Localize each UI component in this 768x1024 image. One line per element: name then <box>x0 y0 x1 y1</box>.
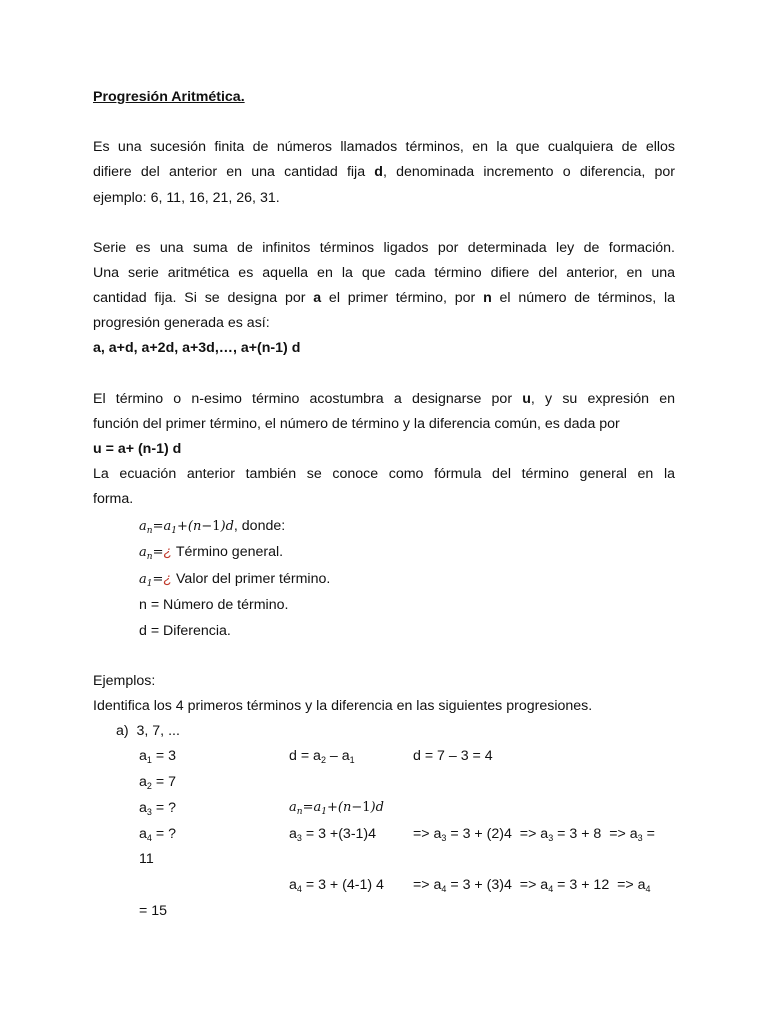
text: = 3 +(3-1)4 <box>305 826 377 842</box>
a3-calc: $a_3 = 3 +(3-1)4$ <box>289 826 377 843</box>
text: = <box>642 826 655 842</box>
p2-line3 <box>93 289 675 307</box>
text: Valor del primer término. <box>172 571 331 587</box>
math-an: $a_n=$ <box>139 545 164 562</box>
def-n: n = Número de término. <box>139 597 289 613</box>
text: = 3 + 12 <box>553 877 610 893</box>
d-result: d = 7 – 3 = 4 <box>413 748 493 764</box>
text: = 3 <box>155 748 176 764</box>
a3-result-wrap: 11 <box>139 851 154 867</box>
p2-line1: Serie es una suma de infinitos términos ligados por determinada ley de formación. <box>93 240 675 256</box>
example-row-4 <box>139 825 675 843</box>
a3-unknown: $a_3$ = ? <box>139 800 176 817</box>
text: , y su expresión en <box>530 391 675 407</box>
text: difiere del anterior en una cantidad fija <box>93 164 375 180</box>
a4-unknown: $a_4$ = ? <box>139 826 176 843</box>
a4-steps: => $a_4 = 3 + (3)4 => a_4 = 3 + 12 => a_4$ <box>413 877 651 894</box>
text: => a <box>519 826 549 842</box>
text: d = a <box>289 748 321 764</box>
p2-line2: Una serie aritmética es aquella en la que cada término difiere del anterior, en una <box>93 265 675 281</box>
text: = 3 + (2)4 <box>446 826 512 842</box>
text: cantidad fija. Si se designa por <box>93 290 314 306</box>
text: Término general. <box>172 544 284 560</box>
text: – a <box>325 748 350 764</box>
a4-calc: $a_4 = 3 + (4-1)$ 4 <box>289 877 384 894</box>
p2-line4: progresión generada es así: <box>93 315 270 331</box>
p3-line4: forma. <box>93 491 134 507</box>
text: => a <box>617 877 646 893</box>
p1-line1: Es una sucesión finita de números llamados términos, en la que cualquiera de ellos <box>93 139 675 155</box>
text: => a <box>519 877 549 893</box>
example-a <box>116 722 180 740</box>
a3-steps: => $a_3 = 3 + (2)4 => a_3 = 3 + 8 => a_3$ = <box>413 826 655 843</box>
text: = ? <box>155 800 176 816</box>
text: => a <box>609 826 638 842</box>
def-a1 <box>139 570 330 589</box>
examples-instruction: Identifica los 4 primeros términos y la diferencia en las siguientes progresiones. <box>93 698 593 714</box>
text: el primer término, por <box>321 290 484 306</box>
a4-result-wrap: = 15 <box>139 903 168 919</box>
example-row-1 <box>139 747 675 765</box>
bold-text: d <box>374 164 383 180</box>
p3-line2: función del primer término, el número de término y la diferencia común, es dada por <box>93 416 620 432</box>
general-term-formula: $a_n=a_1+(n-1)d$ <box>139 519 234 536</box>
text: = 7 <box>155 774 176 790</box>
text: = 3 + (4-1) 4 <box>305 877 384 893</box>
text: = 3 + (3)4 <box>446 877 512 893</box>
math-a1: $a_1=$ <box>139 572 164 589</box>
p3-line1 <box>93 390 675 408</box>
def-d: d = Diferencia. <box>139 623 231 639</box>
text: => a <box>413 877 442 893</box>
text: = ? <box>155 826 176 842</box>
a1-value: $a_1 = 3$ <box>139 748 176 765</box>
def-an <box>139 543 283 562</box>
text: el número de términos, la <box>491 290 675 306</box>
a2-value: $a_2 = 7$ <box>139 774 176 791</box>
text: El término o n-esimo término acostumbra a designarse por <box>93 391 523 407</box>
p3-line3: La ecuación anterior también se conoce como fórmula del término general en la <box>93 466 675 482</box>
text: , denominada incremento o diferencia, por <box>382 164 676 180</box>
examples-heading: Ejemplos: <box>93 673 156 689</box>
bold-text: n <box>483 290 492 306</box>
list-label: a) <box>116 723 129 739</box>
glyph: ¿ <box>163 544 173 560</box>
general-formula-line <box>139 517 285 536</box>
sequence: 3, 7, ... <box>136 723 180 739</box>
bold-text: a <box>313 290 322 306</box>
example-row-5 <box>139 876 675 894</box>
text: => a <box>413 826 442 842</box>
glyph: ¿ <box>163 571 173 587</box>
p2-formula: a, a+d, a+2d, a+3d,…, a+(n-1) d <box>93 340 301 356</box>
d-definition: $d = a_2 - a_1$ <box>289 748 355 765</box>
p3-formula: u = a+ (n-1) d <box>93 441 182 457</box>
general-formula-ref: $a_n=a_1+(n-1)d$ <box>289 800 384 817</box>
bold-text: u <box>522 391 531 407</box>
text: , donde: <box>233 518 286 534</box>
p1-line2 <box>93 163 675 181</box>
text: = 3 + 8 <box>553 826 602 842</box>
p1-line3: ejemplo: 6, 11, 16, 21, 26, 31. <box>93 190 280 206</box>
example-row-3 <box>139 799 675 817</box>
document-title: Progresión Aritmética. <box>93 89 245 105</box>
